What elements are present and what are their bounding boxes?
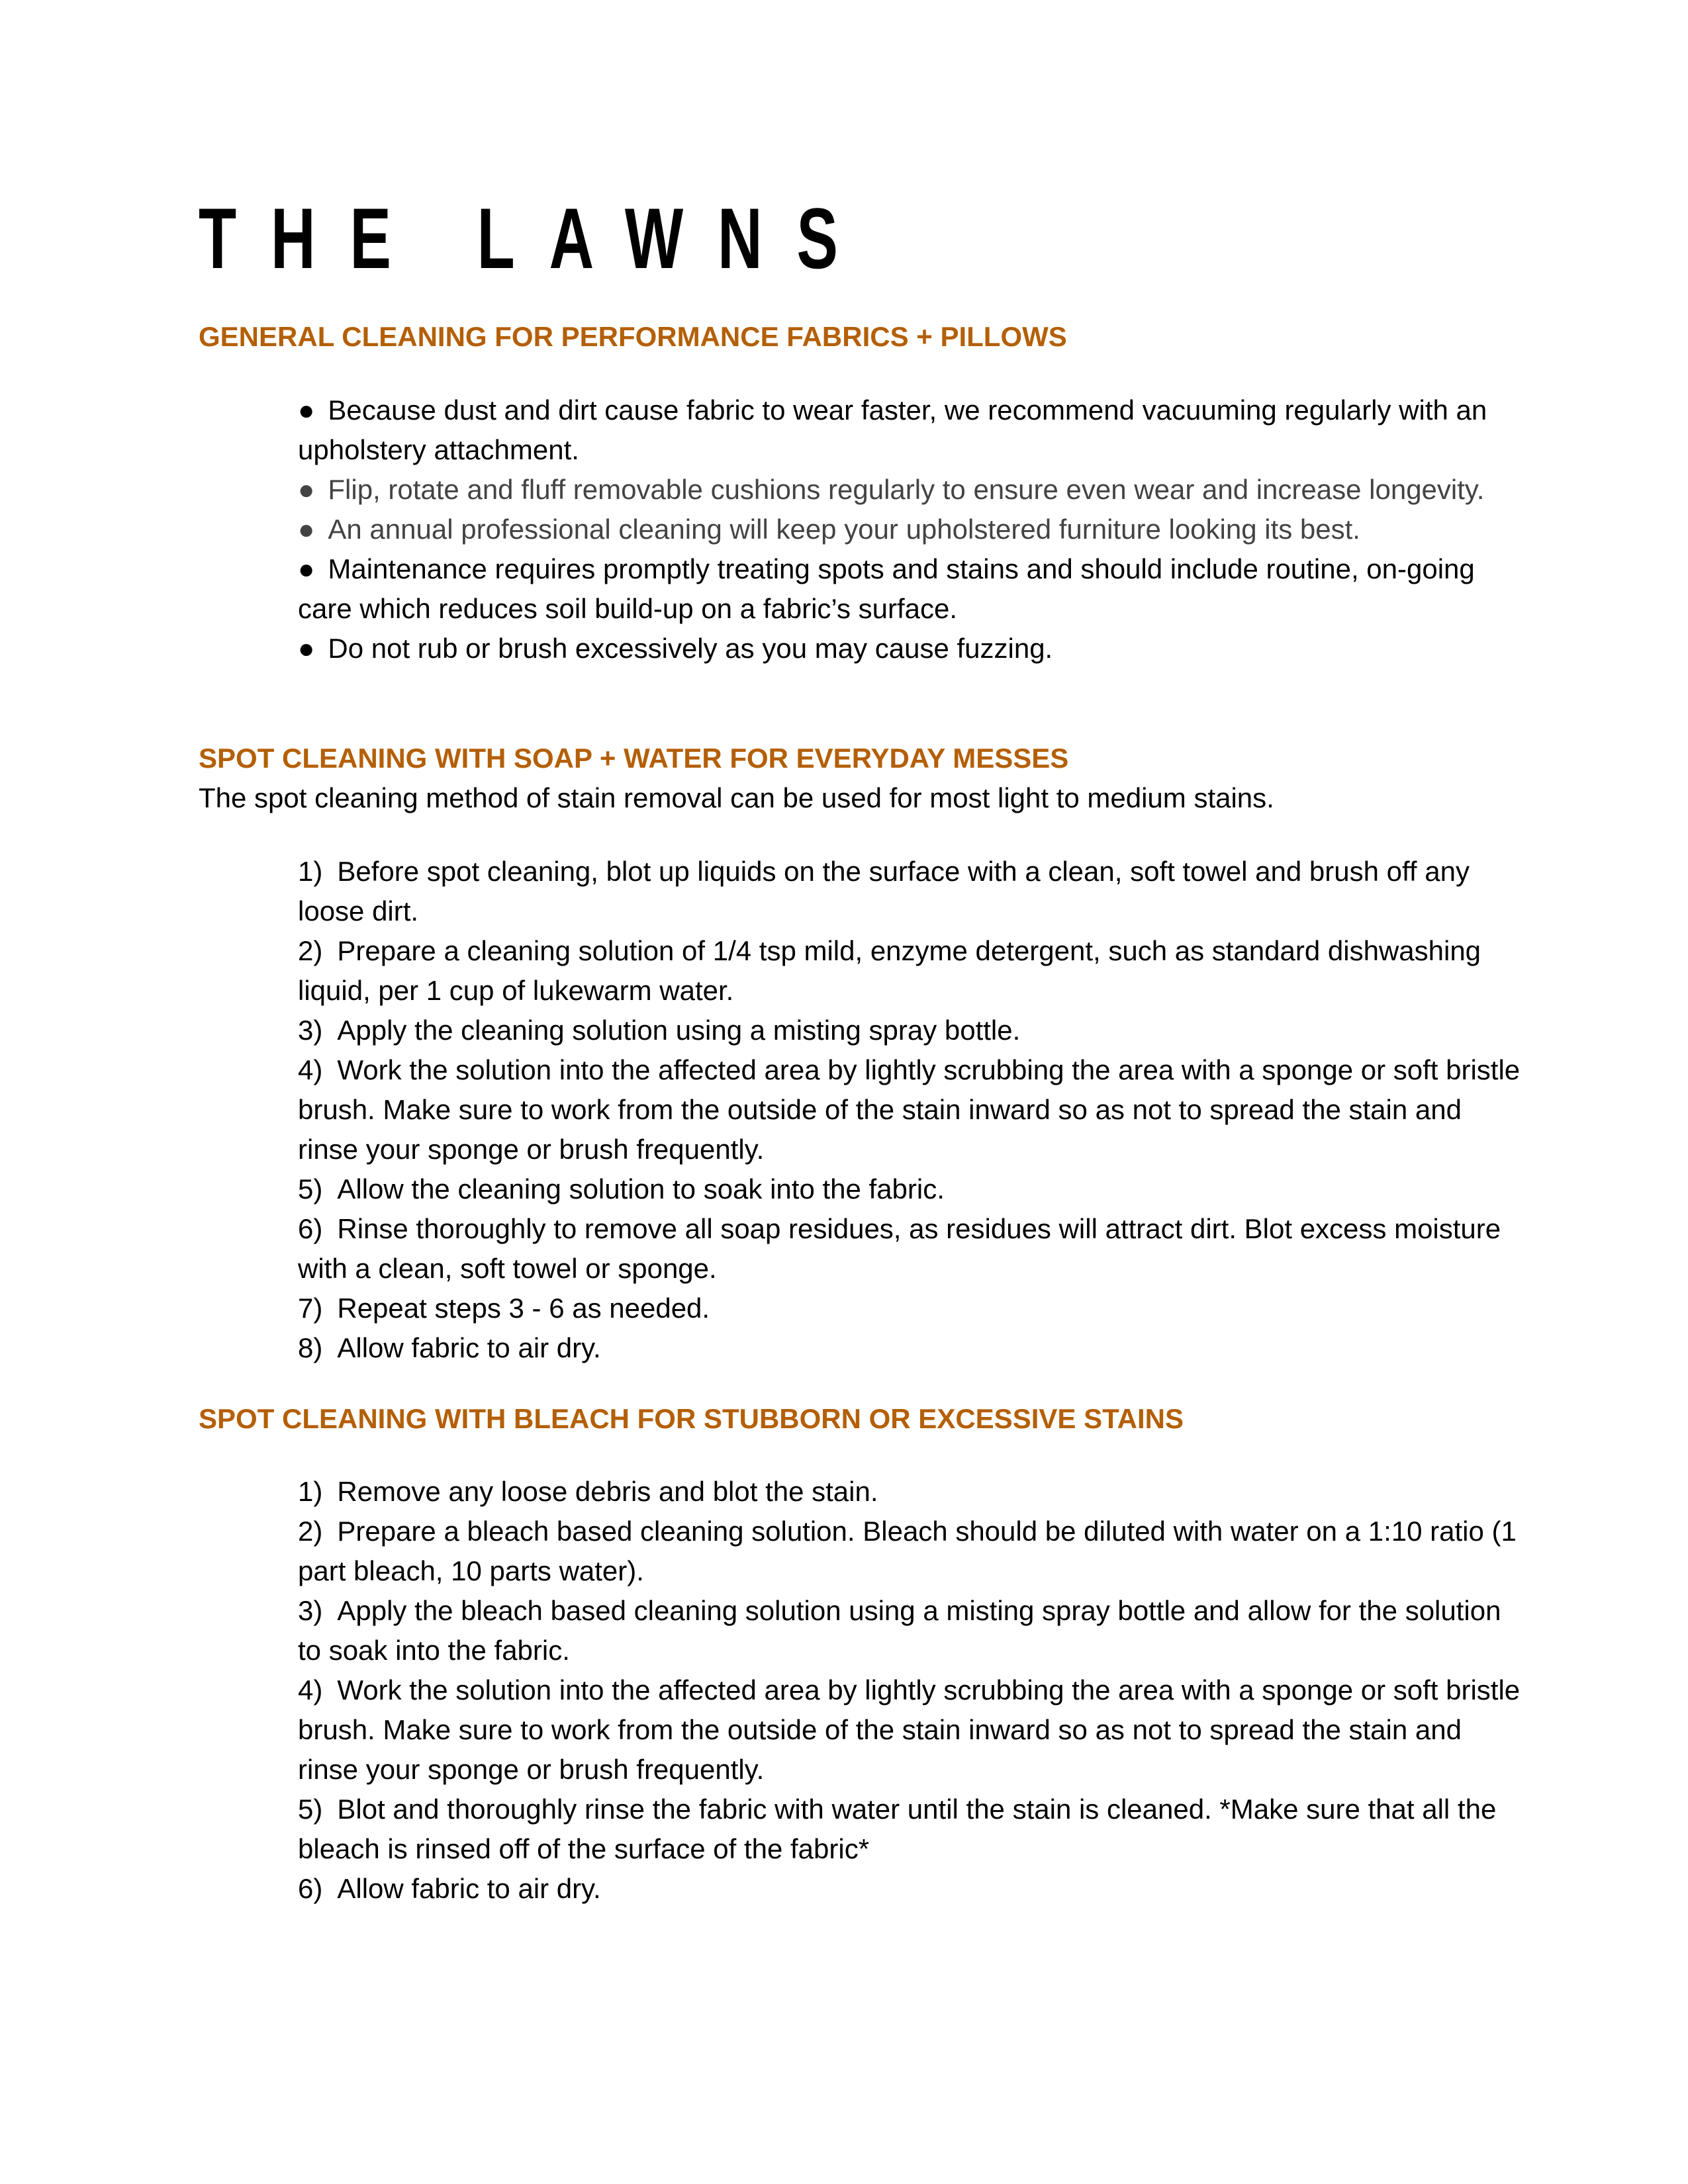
list-item [298,1209,1523,1289]
step-number: 5) [298,1173,323,1205]
bullet-icon: ● [298,514,315,545]
step-number: 3) [298,1015,323,1046]
list-item-text: Rinse thoroughly to remove all soap residues, as residues will attract dirt. Blot excess moisture with a clean, soft towel or sponge. [298,1213,1501,1284]
section-heading-general-cleaning: GENERAL CLEANING FOR PERFORMANCE FABRICS + PILLOWS [199,321,1067,352]
list-item [298,1512,1523,1591]
brand-title: THE LAWNS [199,190,872,287]
step-number: 6) [298,1213,323,1244]
list-item-text: Maintenance requires promptly treating spots and stains and should include routine, on-going care which reduces soil build-up on a fabric’s surface. [298,553,1475,624]
list-item [298,852,1523,931]
list-item-text: Prepare a cleaning solution of 1/4 tsp mild, enzyme detergent, such as standard dishwashing liquid, per 1 cup of lukewarm water. [298,935,1481,1006]
step-number: 2) [298,935,323,966]
step-number: 2) [298,1516,323,1547]
list-item [298,470,1523,510]
list-item [298,1869,1523,1909]
list-item-text: Work the solution into the affected area by lightly scrubbing the area with a sponge or soft bristle brush. Make sure to work from the outside of the stain inward so as not to spread the stain and rinse your sponge or brush frequently. [298,1674,1521,1785]
general-cleaning-bullet-list [298,390,1523,668]
step-number: 6) [298,1873,323,1904]
list-item [298,390,1523,470]
step-number: 4) [298,1054,323,1085]
section-intro: The spot cleaning method of stain removal can be used for most light to medium stains. [199,782,1274,813]
bullet-icon: ● [298,474,315,505]
step-number: 8) [298,1332,323,1363]
list-item-text: Prepare a bleach based cleaning solution. Bleach should be diluted with water on a 1:10 ratio (1 part bleach, 10 parts water). [298,1516,1517,1586]
list-item [298,931,1523,1011]
list-item-text: Allow the cleaning solution to soak into the fabric. [337,1173,945,1205]
step-number: 7) [298,1293,323,1324]
bullet-icon: ● [298,633,315,664]
bullet-icon: ● [298,394,315,426]
list-item [298,1169,1523,1209]
list-item-text: Apply the bleach based cleaning solution using a misting spray bottle and allow for the solution to soak into the fabric. [298,1595,1501,1666]
list-item [298,1591,1523,1670]
bleach-steps-list [298,1472,1523,1909]
list-item-text: Work the solution into the affected area by lightly scrubbing the area with a sponge or soft bristle brush. Make sure to work from the outside of the stain inward so as not to spread the stain and rinse your sponge or brush frequently. [298,1054,1521,1165]
list-item-text: Allow fabric to air dry. [337,1332,601,1363]
step-number: 1) [298,856,323,887]
list-item [298,510,1523,549]
list-item [298,1670,1523,1790]
list-item-text: Because dust and dirt cause fabric to wear faster, we recommend vacuuming regularly with an upholstery attachment. [298,394,1487,465]
list-item-text: Apply the cleaning solution using a misting spray bottle. [337,1015,1021,1046]
section-heading-bleach: SPOT CLEANING WITH BLEACH FOR STUBBORN OR EXCESSIVE STAINS [199,1403,1184,1434]
step-number: 5) [298,1794,323,1825]
step-number: 4) [298,1674,323,1706]
list-item [298,1050,1523,1169]
list-item [298,549,1523,629]
section-heading-soap-water: SPOT CLEANING WITH SOAP + WATER FOR EVERYDAY MESSES [199,743,1069,774]
list-item [298,1790,1523,1869]
list-item [298,1472,1523,1512]
list-item-text: An annual professional cleaning will keep your upholstered furniture looking its best. [328,514,1360,545]
step-number: 3) [298,1595,323,1626]
soap-water-steps-list [298,852,1523,1368]
list-item [298,1289,1523,1328]
step-number: 1) [298,1476,323,1507]
list-item [298,1011,1523,1050]
bullet-icon: ● [298,553,315,584]
list-item-text: Allow fabric to air dry. [337,1873,601,1904]
list-item-text: Flip, rotate and fluff removable cushions regularly to ensure even wear and increase longevity. [328,474,1485,505]
list-item-text: Do not rub or brush excessively as you may cause fuzzing. [328,633,1053,664]
list-item [298,1328,1523,1368]
list-item-text: Blot and thoroughly rinse the fabric with water until the stain is cleaned. *Make sure that all the bleach is rinsed off of the surface of the fabric* [298,1794,1497,1864]
list-item-text: Repeat steps 3 - 6 as needed. [337,1293,710,1324]
list-item [298,629,1523,668]
list-item-text: Before spot cleaning, blot up liquids on the surface with a clean, soft towel and brush off any loose dirt. [298,856,1470,927]
list-item-text: Remove any loose debris and blot the stain. [337,1476,878,1507]
